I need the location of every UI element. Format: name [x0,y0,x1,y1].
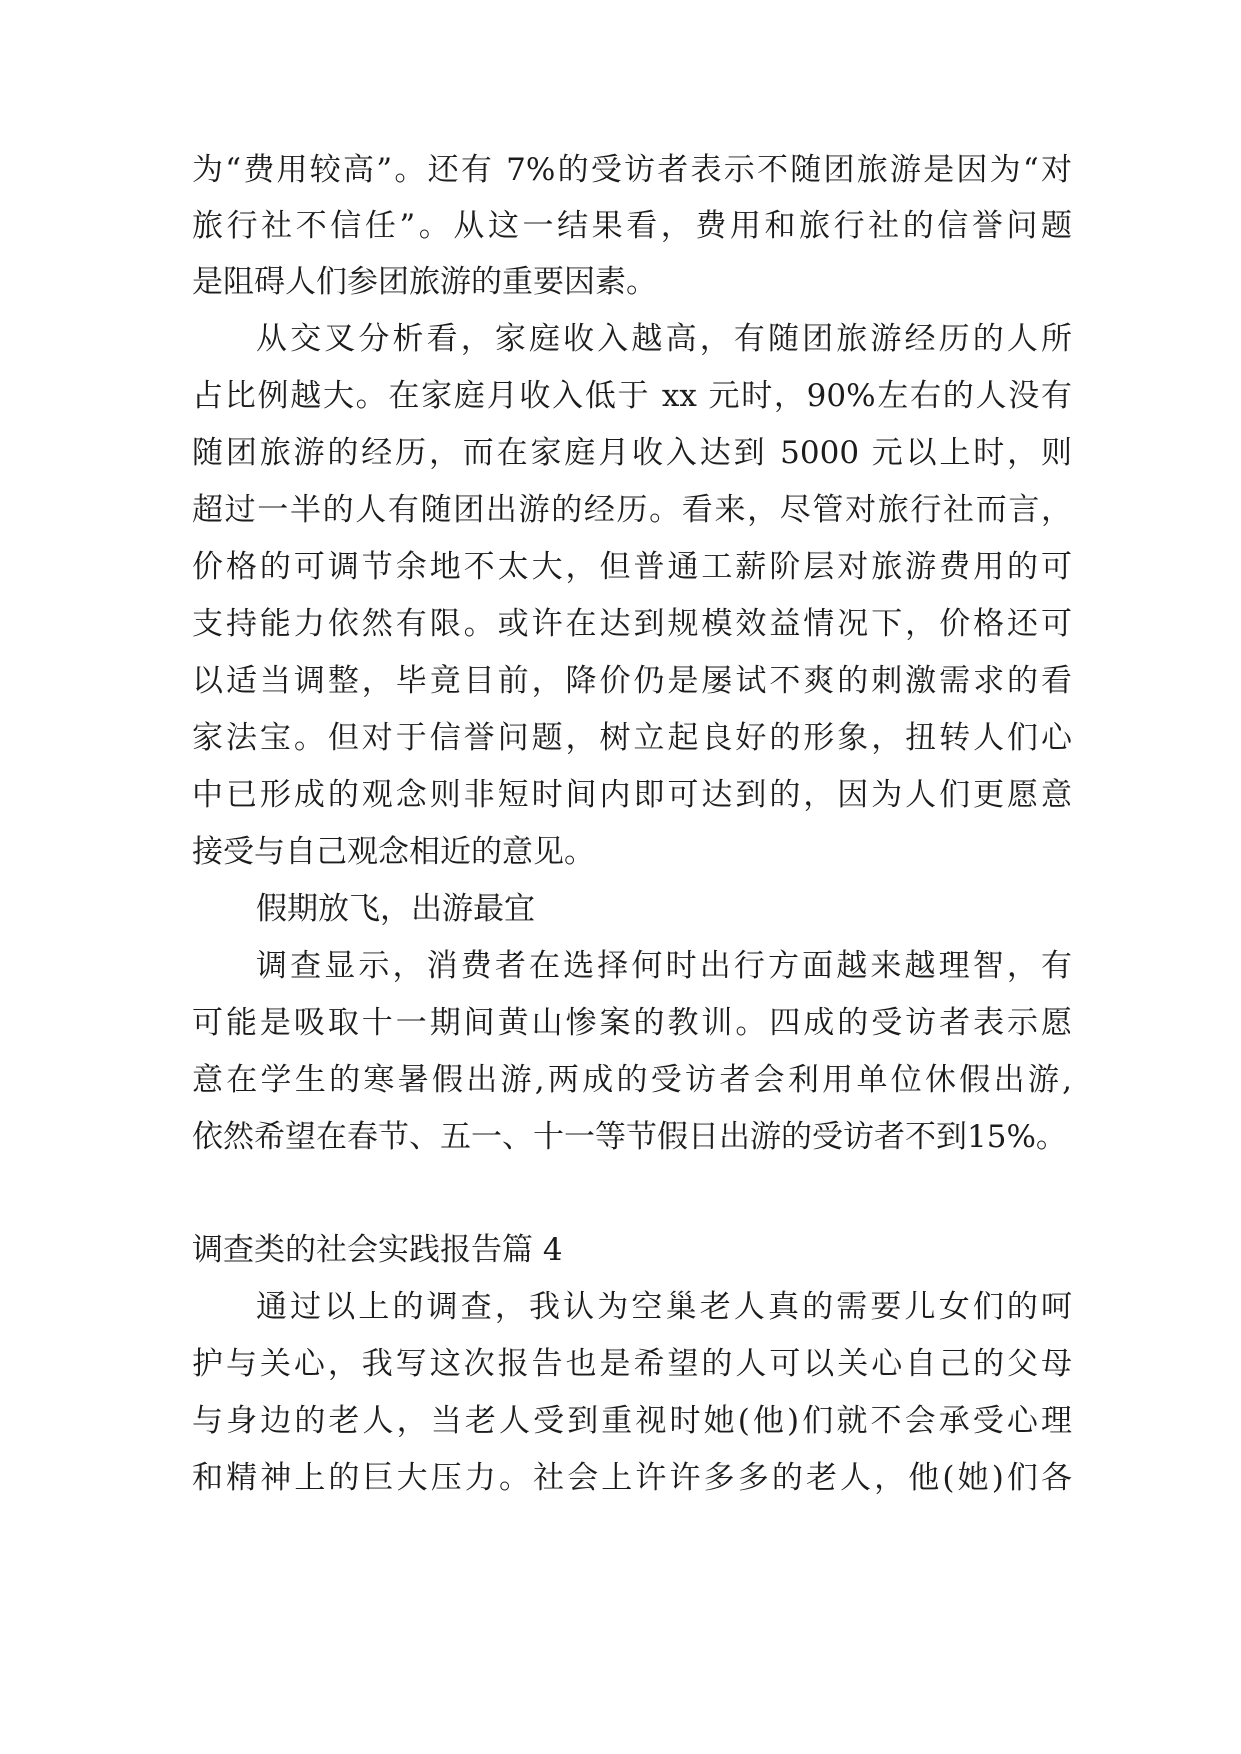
paragraph-line: 从交叉分析看，家庭收入越高，有随团旅游经历的人所 [256,321,1072,357]
paragraph-line: 中已形成的观念则非短时间内即可达到的，因为人们更愿意 [192,777,1072,813]
paragraph-line: 超过一半的人有随团出游的经历。看来，尽管对旅行社而言， [192,492,1072,528]
paragraph-line: 护与关心，我写这次报告也是希望的人可以关心自己的父母 [192,1346,1072,1382]
paragraph-line: 依然希望在春节、五一、十一等节假日出游的受访者不到15%。 [192,1119,1067,1155]
paragraph-line: 和精神上的巨大压力。社会上许许多多的老人，他(她)们各 [192,1460,1072,1496]
subheading: 假期放飞，出游最宜 [256,891,535,927]
paragraph-line: 随团旅游的经历，而在家庭月收入达到 5000 元以上时，则 [192,435,1072,471]
paragraph-line: 以适当调整，毕竟目前，降价仍是屡试不爽的刺激需求的看 [192,663,1072,699]
paragraph-line: 与身边的老人，当老人受到重视时她(他)们就不会承受心理 [192,1403,1072,1439]
paragraph-line: 为“费用较高”。还有 7%的受访者表示不随团旅游是因为“对 [192,152,1072,188]
paragraph-line: 旅行社不信任”。从这一结果看，费用和旅行社的信誉问题 [192,208,1072,244]
paragraph-line: 可能是吸取十一期间黄山惨案的教训。四成的受访者表示愿 [192,1005,1072,1041]
paragraph-line: 接受与自己观念相近的意见。 [192,834,595,870]
paragraph-line: 价格的可调节余地不太大，但普通工薪阶层对旅游费用的可 [192,549,1072,585]
paragraph-line: 调查显示，消费者在选择何时出行方面越来越理智，有 [256,948,1072,984]
paragraph-line: 是阻碍人们参团旅游的重要因素。 [192,264,657,300]
paragraph-line: 意在学生的寒暑假出游,两成的受访者会利用单位休假出游, [192,1062,1072,1098]
paragraph-line: 家法宝。但对于信誉问题，树立起良好的形象，扭转人们心 [192,720,1072,756]
paragraph-line: 支持能力依然有限。或许在达到规模效益情况下，价格还可 [192,606,1072,642]
paragraph-line: 占比例越大。在家庭月收入低于 xx 元时，90%左右的人没有 [192,378,1072,414]
section-title: 调查类的社会实践报告篇 4 [192,1232,563,1268]
paragraph-line: 通过以上的调查，我认为空巢老人真的需要儿女们的呵 [256,1289,1072,1325]
